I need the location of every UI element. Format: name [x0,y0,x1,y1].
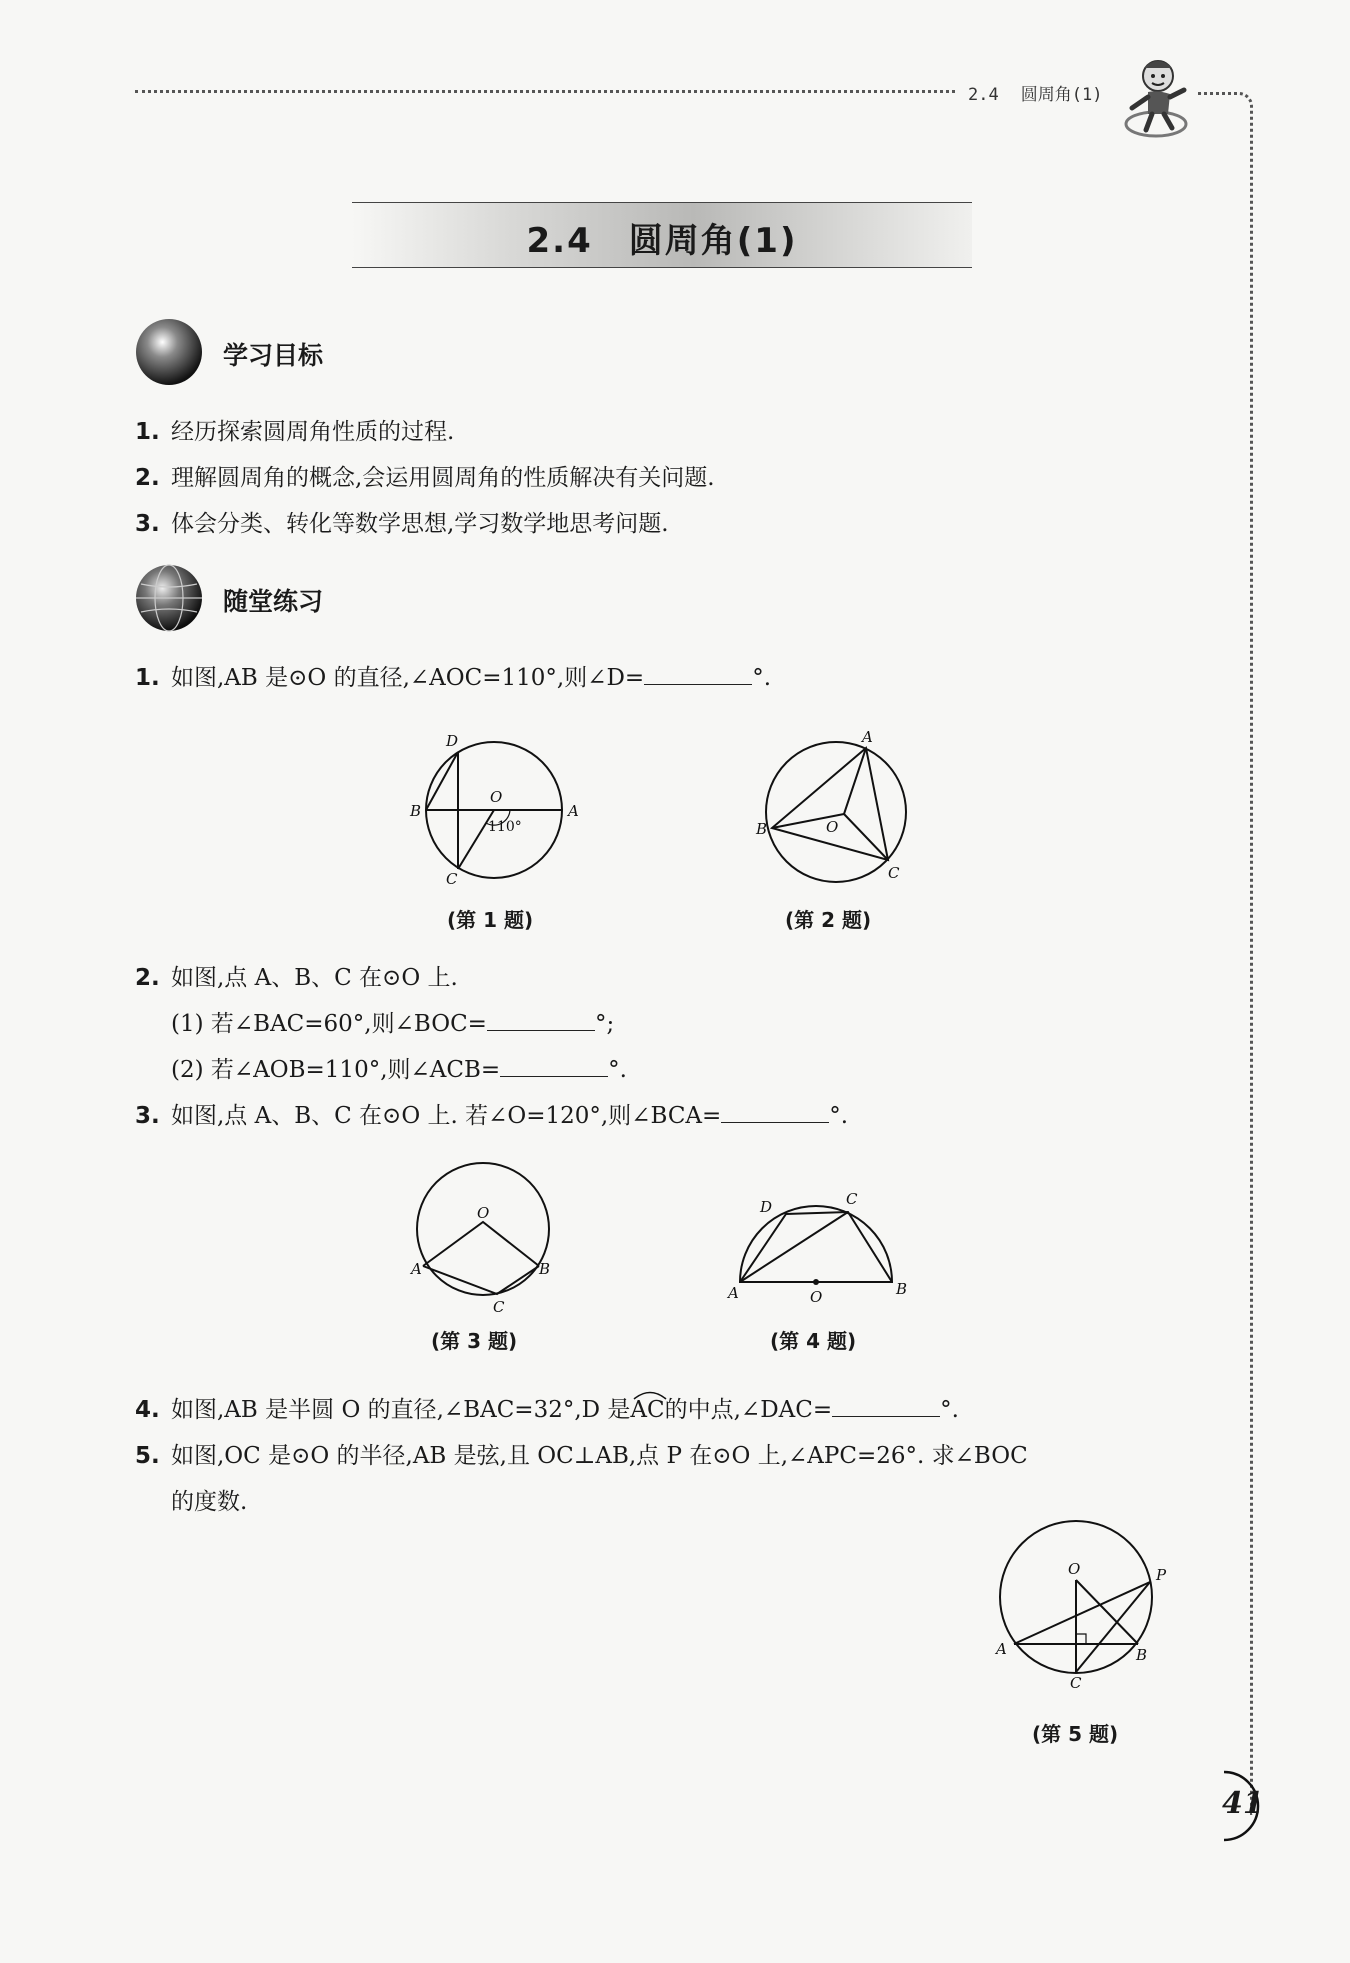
figure-5-caption: (第 5 题) [1032,1722,1119,1746]
question-5: 5. 如图,OC 是⊙O 的半径,AB 是弦,且 OC⊥AB,点 P 在⊙O 上,∠APC=26°. 求∠BOC [135,1443,1028,1469]
objective-item: 2. 理解圆周角的概念,会运用圆周角的性质解决有关问题. [135,465,715,491]
point-label-O: O [810,1288,823,1306]
point-label-P: P [1156,1566,1167,1584]
answer-blank[interactable] [721,1102,829,1123]
point-label-O: O [490,788,503,806]
point-label-D: D [446,732,459,750]
question-2-part-1: (1) 若∠BAC=60°,则∠BOC= °; [171,1011,615,1037]
point-label-B: B [896,1280,908,1298]
header-section-number: 2.4 [968,85,999,105]
point-label-A: A [411,1260,422,1278]
lesson-title: 2.4 圆周角(1) [526,221,798,261]
globe-icon [133,562,205,634]
objective-item: 1. 经历探索圆周角性质的过程. [135,419,455,445]
point-label-B: B [756,820,768,838]
point-label-O: O [477,1204,490,1222]
answer-blank[interactable] [487,1010,595,1031]
objective-item: 3. 体会分类、转化等数学思想,学习数学地思考问题. [135,511,669,537]
header-section-title: 圆周角(1) [1020,85,1103,105]
point-label-A: A [728,1284,739,1302]
angle-label: 110° [488,819,522,835]
figure-4-diagram [720,1186,920,1306]
question-1: 1. 如图,AB 是⊙O 的直径,∠AOC=110°,则∠D= °. [135,665,771,691]
objectives-heading-label: 学习目标 [223,341,324,370]
figure-1-caption: (第 1 题) [447,908,534,932]
point-label-C: C [446,870,458,888]
figure-3-diagram [405,1156,565,1316]
point-label-O: O [826,818,839,836]
point-label-C: C [493,1298,505,1316]
figure-4-caption: (第 4 题) [770,1329,857,1353]
point-label-B: B [410,802,422,820]
figure-5-diagram [980,1506,1180,1696]
point-label-B: B [539,1260,551,1278]
question-4: 4. 如图,AB 是半圆 O 的直径,∠BAC=32°,D 是 AC的中点,∠DAC= °. [135,1394,959,1426]
question-3: 3. 如图,点 A、B、C 在⊙O 上. 若∠O=120°,则∠BCA= °. [135,1103,849,1129]
question-2-part-2: (2) 若∠AOB=110°,则∠ACB= °. [171,1057,627,1083]
figure-2-diagram [750,728,930,888]
answer-blank[interactable] [644,664,752,685]
page-edge-dotted-rule [1198,92,1253,1815]
point-label-A: A [862,728,873,746]
arc-notation: AC [630,1394,664,1426]
point-label-C: C [1070,1674,1082,1692]
question-2: 2. 如图,点 A、B、C 在⊙O 上. [135,965,458,991]
sphere-icon [133,316,205,388]
point-label-B: B [1136,1646,1148,1664]
figure-3-caption: (第 3 题) [431,1329,518,1353]
header-dotted-rule [135,90,955,93]
answer-blank[interactable] [832,1396,940,1417]
point-label-A: A [568,802,579,820]
point-label-O: O [1068,1560,1081,1578]
lesson-title-bar [352,202,972,268]
arc-mark-icon [632,1388,668,1400]
question-5-continued: 的度数. [171,1489,248,1515]
mascot-icon [1118,52,1198,142]
figure-1-diagram [400,728,590,888]
running-header [968,80,1124,105]
point-label-C: C [846,1190,858,1208]
point-label-C: C [888,864,900,882]
figure-2-caption: (第 2 题) [785,908,872,932]
page-number: 41 [1222,1786,1264,1821]
practice-heading-label: 随堂练习 [223,587,324,616]
answer-blank[interactable] [500,1056,608,1077]
point-label-D: D [760,1198,773,1216]
point-label-A: A [996,1640,1007,1658]
